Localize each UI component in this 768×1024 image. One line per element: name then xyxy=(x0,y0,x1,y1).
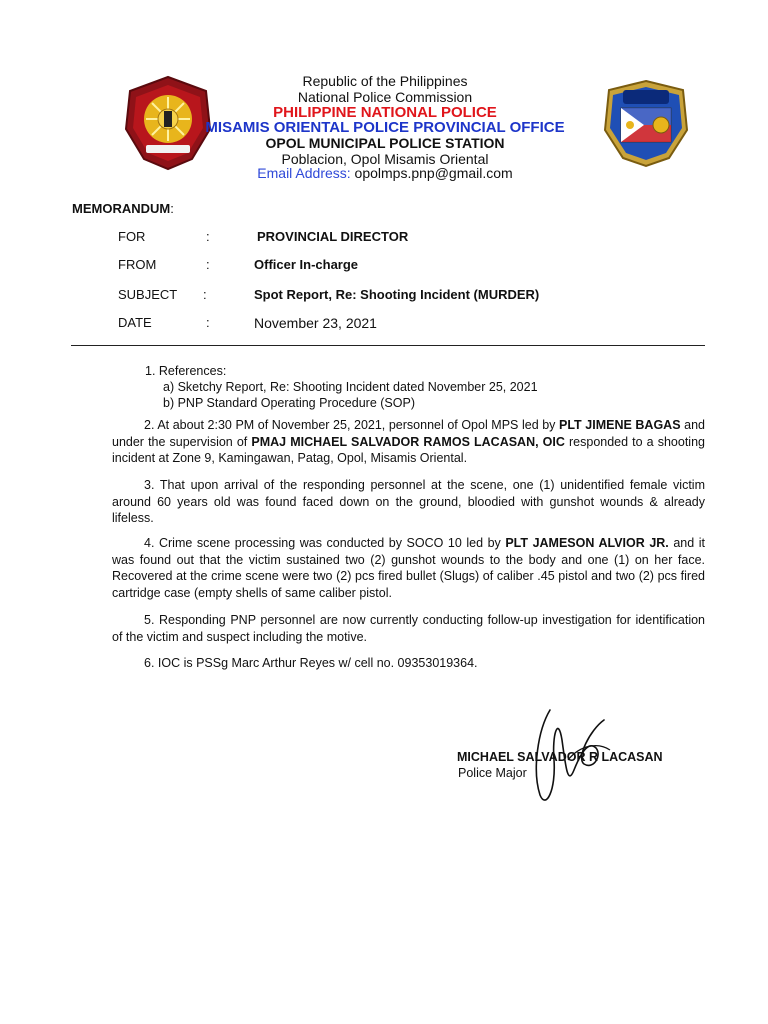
memo-heading-colon: : xyxy=(170,201,174,216)
p2-text-e: responded to a shooting incident at Zone 9, Kamingawan, Patag, Opol, Misamis Oriental. xyxy=(112,434,705,465)
subject-value: Spot Report, Re: Shooting Incident (MURDER) xyxy=(254,287,540,302)
paragraph-2 xyxy=(112,417,705,467)
date-sep: : xyxy=(206,315,210,330)
for-value: PROVINCIAL DIRECTOR xyxy=(257,229,409,244)
from-value: Officer In-charge xyxy=(254,257,359,272)
p4-soco-officer: PLT JAMESON ALVIOR JR. xyxy=(505,536,669,550)
memo-heading-text: MEMORANDUM xyxy=(72,201,171,216)
memorandum-heading xyxy=(72,201,174,216)
p2-supervisor: PMAJ MICHAEL SALVADOR RAMOS LACASAN, OIC xyxy=(251,434,565,449)
references-title: 1. References: xyxy=(145,364,227,378)
date-label: DATE xyxy=(118,315,152,330)
for-label: FOR xyxy=(118,229,146,244)
email-label: Email Address: xyxy=(257,165,351,181)
header-address: Poblacion, Opol Misamis Oriental xyxy=(281,151,489,167)
p4-text-a: 4. Crime scene processing was conducted by SOCO 10 led by xyxy=(144,536,506,550)
subject-label: SUBJECT xyxy=(118,287,178,302)
email-value: opolmps.pnp@gmail.com xyxy=(354,165,513,181)
date-value: November 23, 2021 xyxy=(254,315,377,331)
paragraph-6: 6. IOC is PSSg Marc Arthur Reyes w/ cell no. 09353019364. xyxy=(144,656,478,670)
reference-b: b) PNP Standard Operating Procedure (SOP) xyxy=(163,396,415,410)
p2-text-a: 2. At about 2:30 PM of November 25, 2021, personnel of Opol MPS led by xyxy=(144,418,560,432)
subject-sep: : xyxy=(203,287,207,302)
p2-text-c: and under the supervision of xyxy=(112,418,705,449)
p2-officer: PLT JIMENE BAGAS xyxy=(559,418,681,432)
header-station: OPOL MUNICIPAL POLICE STATION xyxy=(265,135,505,151)
paragraph-3: 3. That upon arrival of the responding personnel at the scene, one (1) unidentified female victim around 60 years old was found faced down on the ground, bloodied with gunshot wounds & already lifeless. xyxy=(112,478,705,525)
from-sep: : xyxy=(206,257,210,272)
header-napolcom: National Police Commission xyxy=(297,89,473,105)
paragraph-4 xyxy=(112,535,705,601)
signatory-name: MICHAEL SALVADOR R LACASAN xyxy=(457,750,663,764)
paragraph-5: 5. Responding PNP personnel are now currently conducting follow-up investigation for identification of the victim and suspect including the motive. xyxy=(112,613,705,644)
header-email xyxy=(150,165,620,181)
header-republic: Republic of the Philippines xyxy=(302,73,468,89)
references-block xyxy=(145,363,538,411)
header-provincial-office: MISAMIS ORIENTAL POLICE PROVINCIAL OFFICE xyxy=(205,119,565,136)
header-divider xyxy=(71,345,705,346)
from-label: FROM xyxy=(118,257,157,272)
reference-a: a) Sketchy Report, Re: Shooting Incident dated November 25, 2021 xyxy=(163,380,538,394)
signatory-rank: Police Major xyxy=(458,766,527,780)
header-pnp: PHILIPPINE NATIONAL POLICE xyxy=(273,104,497,121)
for-sep: : xyxy=(206,229,210,244)
p4-text-c: and it was found out that the victim sustained two (2) gunshot wounds to the body and one (1) on her face. Recovered at the crime scene were two (2) pcs fired bullet (Slugs) of caliber .45 pistol and two (2) pcs fired cartridge case (empty shells of same caliber pistol. xyxy=(112,536,705,600)
